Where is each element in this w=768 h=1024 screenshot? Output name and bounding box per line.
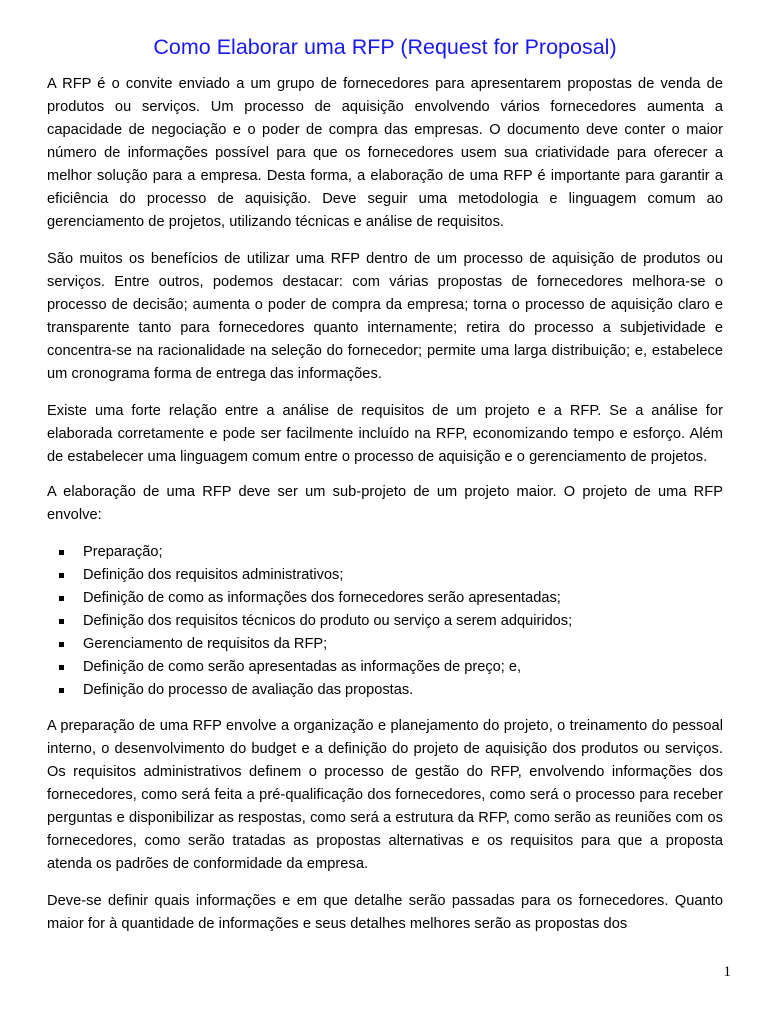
page-number: 1 bbox=[723, 964, 731, 980]
document-page bbox=[47, 32, 723, 950]
list-item bbox=[47, 541, 723, 564]
paragraph-subproject: A elaboração de uma RFP deve ser um sub-projeto de um projeto maior. O projeto de uma RFP envolve: bbox=[47, 484, 723, 523]
list-item bbox=[47, 610, 723, 633]
project-steps-list bbox=[47, 541, 723, 702]
list-item-text: Definição de como serão apresentadas as informações de preço; e, bbox=[83, 659, 522, 675]
list-item-text: Preparação; bbox=[83, 544, 163, 560]
list-item-text: Definição de como as informações dos fornecedores serão apresentadas; bbox=[83, 590, 561, 606]
list-item-text: Definição do processo de avaliação das propostas. bbox=[83, 682, 414, 698]
square-bullet-icon bbox=[59, 619, 64, 624]
square-bullet-icon bbox=[59, 596, 64, 601]
square-bullet-icon bbox=[59, 665, 64, 670]
list-item-text: Definição dos requisitos técnicos do produto ou serviço a serem adquiridos; bbox=[83, 613, 573, 629]
paragraph-information: Deve-se definir quais informações e em que detalhe serão passadas para os fornecedores. Quanto maior for à quantidade de informações e seus detalhes melhores serão as propostas dos bbox=[47, 893, 723, 932]
list-item bbox=[47, 679, 723, 702]
list-item bbox=[47, 587, 723, 610]
document-title: Como Elaborar uma RFP (Request for Proposal) bbox=[153, 35, 617, 59]
paragraph-intro: A RFP é o convite enviado a um grupo de fornecedores para apresentarem propostas de venda de produtos ou serviços. Um processo de aquisição envolvendo vários fornecedores aumenta a capacidade de negociação e o poder de compra das empresas. O documento deve conter o maior número de informações possível para que os fornecedores usem sua criatividade para oferecer a melhor solução para a empresa. Desta forma, a elaboração de uma RFP é importante para garantir a eficiência do processo de aquisição. Deve seguir uma metodologia e linguagem comum ao gerenciamento de projetos, utilizando técnicas e análise de requisitos. bbox=[47, 76, 723, 230]
list-item bbox=[47, 633, 723, 656]
paragraph-preparation: A preparação de uma RFP envolve a organização e planejamento do projeto, o treinamento do pessoal interno, o desenvolvimento do budget e a definição do projeto de aquisição dos produtos ou serviços. Os requisitos administrativos definem o processo de gestão do RFP, envolvendo informações dos fornecedores, como será feita a pré-qualificação dos fornecedores, como será o processo para receber perguntas e disponibilizar as respostas, como será a estrutura da RFP, como serão as reuniões com os fornecedores, como serão tratadas as propostas alternativas e os requisitos para que a proposta atenda os padrões de conformidade da empresa. bbox=[47, 718, 723, 872]
square-bullet-icon bbox=[59, 688, 64, 693]
list-item bbox=[47, 656, 723, 679]
square-bullet-icon bbox=[59, 573, 64, 578]
list-item-text: Gerenciamento de requisitos da RFP; bbox=[83, 636, 328, 652]
paragraph-benefits: São muitos os benefícios de utilizar uma RFP dentro de um processo de aquisição de produtos ou serviços. Entre outros, podemos destacar: com várias propostas de fornecedores melhora-se o processo de decisão; aumenta o poder de compra da empresa; torna o processo de aquisição claro e transparente tanto para fornecedores quanto internamente; retira do processo a subjetividade e concentra-se na racionalidade na seleção do fornecedor; permite uma larga distribuição; e, estabelece um cronograma forma de entrega das informações. bbox=[47, 251, 723, 382]
square-bullet-icon bbox=[59, 642, 64, 647]
list-item bbox=[47, 564, 723, 587]
square-bullet-icon bbox=[59, 550, 64, 555]
list-item-text: Definição dos requisitos administrativos; bbox=[83, 567, 344, 583]
paragraph-requirements: Existe uma forte relação entre a análise de requisitos de um projeto e a RFP. Se a análise for elaborada corretamente e pode ser facilmente incluído na RFP, economizando tempo e esforço. Além de estabelecer uma linguagem comum entre o processo de aquisição e o gerenciamento de projetos. bbox=[47, 403, 723, 465]
